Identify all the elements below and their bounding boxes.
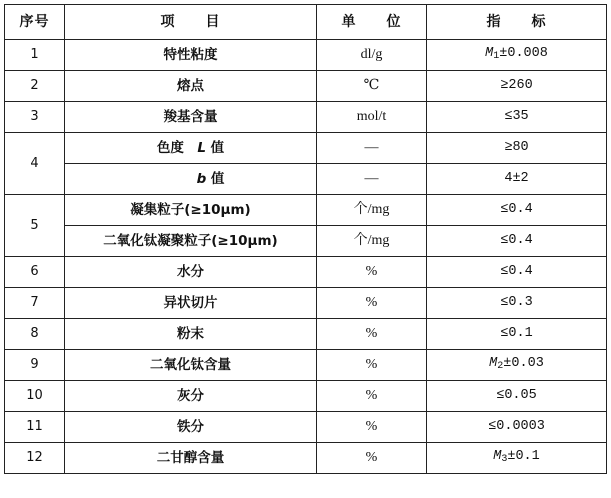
row-no: 6: [5, 257, 65, 288]
item-variable: b: [196, 171, 207, 187]
row-no: 3: [5, 102, 65, 133]
item-suffix: 值: [205, 140, 225, 156]
row-spec: [427, 350, 607, 381]
spec-variable: M: [493, 448, 502, 464]
table-row: [5, 164, 607, 195]
spec-subscript: 1: [493, 50, 500, 62]
row-spec: ≥80: [427, 133, 607, 164]
row-unit: dl/g: [317, 40, 427, 71]
row-spec: ≤0.4: [427, 195, 607, 226]
row-spec: 4±2: [427, 164, 607, 195]
row-item: 粉末: [65, 319, 317, 350]
row-no: 5: [5, 195, 65, 257]
row-item: 二氧化钛含量: [65, 350, 317, 381]
table-row: [5, 102, 607, 133]
row-item: 特性粘度: [65, 40, 317, 71]
row-spec: ≤0.0003: [427, 412, 607, 443]
row-spec: ≤0.05: [427, 381, 607, 412]
table-row: [5, 71, 607, 102]
table-row: [5, 350, 607, 381]
item-prefix: 色度: [156, 140, 198, 156]
header-spec: 指 标: [427, 5, 607, 40]
row-no: 11: [5, 412, 65, 443]
row-spec: [427, 40, 607, 71]
row-spec: [427, 443, 607, 474]
row-item: 异状切片: [65, 288, 317, 319]
row-unit: —: [317, 164, 427, 195]
table-row: [5, 381, 607, 412]
table-row: [5, 288, 607, 319]
table-row: [5, 195, 607, 226]
spec-subscript: 3: [501, 453, 508, 465]
row-unit: %: [317, 412, 427, 443]
spec-variable: M: [489, 355, 498, 371]
table-row: [5, 412, 607, 443]
spec-subscript: 2: [497, 360, 504, 372]
row-no: 9: [5, 350, 65, 381]
spec-tolerance: ±0.03: [503, 355, 544, 371]
row-no: 1: [5, 40, 65, 71]
row-unit: %: [317, 443, 427, 474]
header-item: 项 目: [65, 5, 317, 40]
row-item: 二氧化钛凝聚粒子(≥10μm): [65, 226, 317, 257]
row-item: 铁分: [65, 412, 317, 443]
row-spec: ≤0.4: [427, 226, 607, 257]
row-item: 二甘醇含量: [65, 443, 317, 474]
row-no: 8: [5, 319, 65, 350]
row-unit: ℃: [317, 71, 427, 102]
table-row: [5, 319, 607, 350]
row-unit: —: [317, 133, 427, 164]
table-row: [5, 226, 607, 257]
row-item: 水分: [65, 257, 317, 288]
row-no: 4: [5, 133, 65, 195]
row-unit: %: [317, 319, 427, 350]
spec-tolerance: ±0.008: [499, 45, 548, 61]
row-unit: mol/t: [317, 102, 427, 133]
row-no: 12: [5, 443, 65, 474]
row-spec: ≤0.4: [427, 257, 607, 288]
table-row: [5, 443, 607, 474]
spec-tolerance: ±0.1: [507, 448, 540, 464]
row-no: 10: [5, 381, 65, 412]
row-item: 熔点: [65, 71, 317, 102]
row-spec: ≤35: [427, 102, 607, 133]
spec-variable: M: [485, 45, 494, 61]
row-spec: ≤0.1: [427, 319, 607, 350]
table-row: [5, 40, 607, 71]
row-unit: %: [317, 381, 427, 412]
item-suffix: 值: [206, 171, 225, 187]
header-row: [5, 5, 607, 40]
row-unit: %: [317, 350, 427, 381]
row-unit: 个/mg: [317, 195, 427, 226]
row-no: 7: [5, 288, 65, 319]
row-spec: ≤0.3: [427, 288, 607, 319]
spec-table: [4, 4, 607, 474]
row-item: 灰分: [65, 381, 317, 412]
item-variable: L: [197, 140, 206, 156]
row-spec: ≥260: [427, 71, 607, 102]
row-no: 2: [5, 71, 65, 102]
header-unit: 单 位: [317, 5, 427, 40]
row-item: [65, 164, 317, 195]
header-no: 序号: [5, 5, 65, 40]
row-item: 羧基含量: [65, 102, 317, 133]
row-item: [65, 133, 317, 164]
row-item: 凝集粒子(≥10μm): [65, 195, 317, 226]
table-row: [5, 133, 607, 164]
row-unit: %: [317, 257, 427, 288]
row-unit: %: [317, 288, 427, 319]
table-row: [5, 257, 607, 288]
row-unit: 个/mg: [317, 226, 427, 257]
